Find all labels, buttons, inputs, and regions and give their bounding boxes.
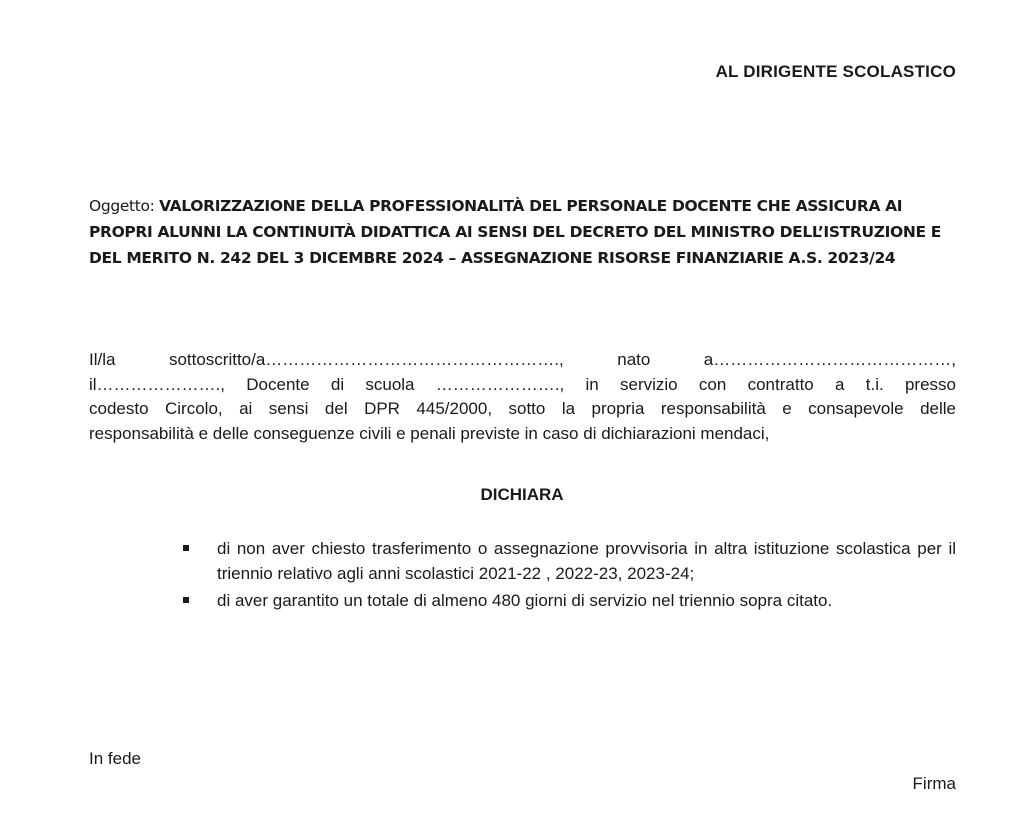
list-item-text: di aver garantito un totale di almeno 480 giorni di servizio nel triennio sopra citato.	[217, 591, 833, 610]
paragraph-line: responsabilità e delle conseguenze civili e penali previste in caso di dichiarazioni mendaci,	[89, 423, 770, 443]
recipient-heading: AL DIRIGENTE SCOLASTICO	[715, 62, 956, 81]
closing-text: In fede	[89, 749, 141, 768]
list-item	[183, 588, 956, 613]
paragraph-line: codesto Circolo, ai sensi del DPR 445/2000, sotto la propria responsabilità e consapevole delle	[89, 399, 956, 418]
square-bullet-icon	[183, 545, 189, 551]
paragraph-line: il…………………., Docente di scuola …………………., in servizio con contratto a t.i. presso	[89, 374, 956, 394]
declaration-list	[183, 536, 956, 615]
list-item	[183, 536, 956, 586]
paragraph-line: Il/la sottoscritto/a……………………………………………., nato a……………………………………,	[89, 350, 956, 369]
list-item-text: di non aver chiesto trasferimento o assegnazione provvisoria in altra istituzione scolastica per il triennio relativo agli anni scolastici 2021-22 , 2022-23, 2023-24;	[217, 539, 956, 583]
signature-label: Firma	[912, 774, 956, 793]
subject-text: VALORIZZAZIONE DELLA PROFESSIONALITÀ DEL PERSONALE DOCENTE CHE ASSICURA AI PROPRI ALUNNI LA CONTINUITÀ DIDATTICA AI SENSI DEL DECRETO DEL MINISTRO DELL’ISTRUZIONE E DEL MERITO N. 242 DEL 3 DICEMBRE 2024 – ASSEGNAZIONE RISORSE FINANZIARIE A.S. 2023/24	[89, 197, 941, 267]
subject-label: Oggetto:	[89, 197, 160, 215]
declarant-paragraph	[89, 348, 956, 446]
declaration-heading: DICHIARA	[480, 485, 564, 504]
square-bullet-icon	[183, 597, 189, 603]
subject-block	[89, 193, 959, 271]
